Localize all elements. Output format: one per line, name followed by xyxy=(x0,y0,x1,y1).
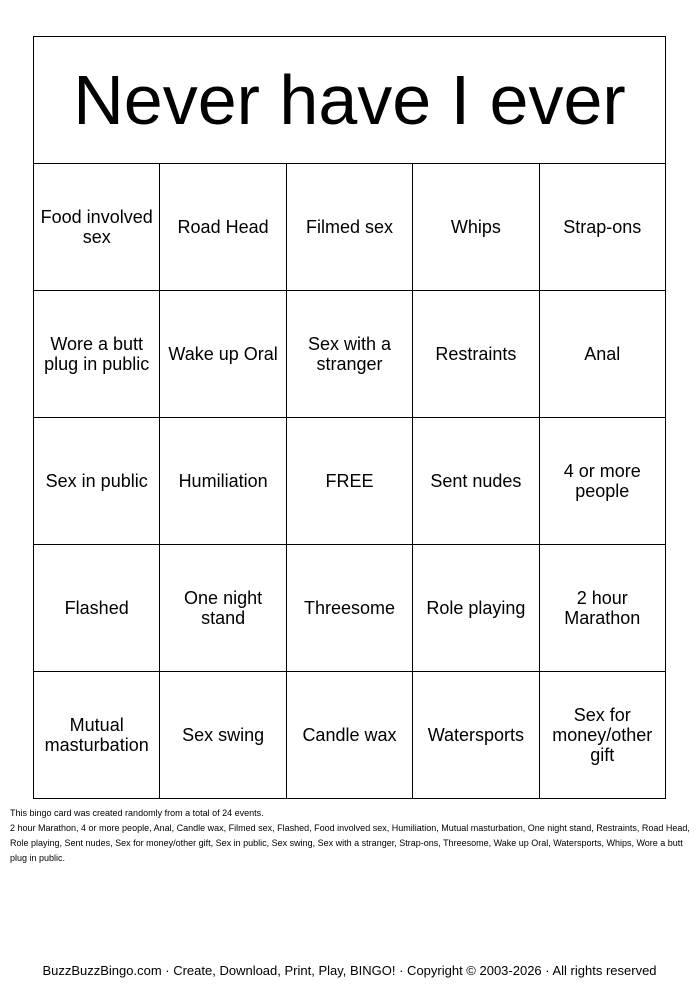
bingo-cell: Threesome xyxy=(286,545,412,672)
bingo-cell: Sent nudes xyxy=(413,418,539,545)
bingo-cell: Strap-ons xyxy=(539,164,665,291)
free-space-cell: FREE xyxy=(286,418,412,545)
bingo-row-5 xyxy=(34,672,666,799)
bingo-cell: Wore a butt plug in public xyxy=(34,291,160,418)
bingo-cell: 4 or more people xyxy=(539,418,665,545)
bingo-cell: Wake up Oral xyxy=(160,291,286,418)
bingo-cell: Road Head xyxy=(160,164,286,291)
card-note xyxy=(10,806,690,866)
site-footer: BuzzBuzzBingo.com · Create, Download, Print, Play, BINGO! · Copyright © 2003-2026 · All rights reserved xyxy=(42,963,657,978)
bingo-cell: Candle wax xyxy=(286,672,412,799)
bingo-cell: Sex swing xyxy=(160,672,286,799)
bingo-cell: One night stand xyxy=(160,545,286,672)
note-intro: This bingo card was created randomly from a total of 24 events. xyxy=(10,808,264,818)
bingo-cell: Sex for money/other gift xyxy=(539,672,665,799)
title-row xyxy=(34,37,666,164)
note-event-list: 2 hour Marathon, 4 or more people, Anal, Candle wax, Filmed sex, Flashed, Food involved sex, Humiliation, Mutual masturbation, One night stand, Restraints, Road Head, Role playing, Sent nudes, Sex for money/other gift, Sex in public, Sex swing, Sex with a stranger, Strap-ons, Threesome, Wake up Oral, Watersports, Whips, Wore a butt plug in public. xyxy=(10,823,690,863)
card-title: Never have I ever xyxy=(34,37,666,164)
bingo-row-3 xyxy=(34,418,666,545)
bingo-cell: 2 hour Marathon xyxy=(539,545,665,672)
bingo-cell: Mutual masturbation xyxy=(34,672,160,799)
bingo-card xyxy=(33,36,666,799)
bingo-cell: Filmed sex xyxy=(286,164,412,291)
bingo-cell: Sex in public xyxy=(34,418,160,545)
bingo-cell: Food involved sex xyxy=(34,164,160,291)
bingo-row-1 xyxy=(34,164,666,291)
bingo-cell: Sex with a stranger xyxy=(286,291,412,418)
bingo-cell: Humiliation xyxy=(160,418,286,545)
bingo-row-2 xyxy=(34,291,666,418)
bingo-cell: Restraints xyxy=(413,291,539,418)
bingo-cell: Flashed xyxy=(34,545,160,672)
bingo-cell: Role playing xyxy=(413,545,539,672)
bingo-row-4 xyxy=(34,545,666,672)
bingo-cell: Watersports xyxy=(413,672,539,799)
bingo-cell: Whips xyxy=(413,164,539,291)
bingo-cell: Anal xyxy=(539,291,665,418)
